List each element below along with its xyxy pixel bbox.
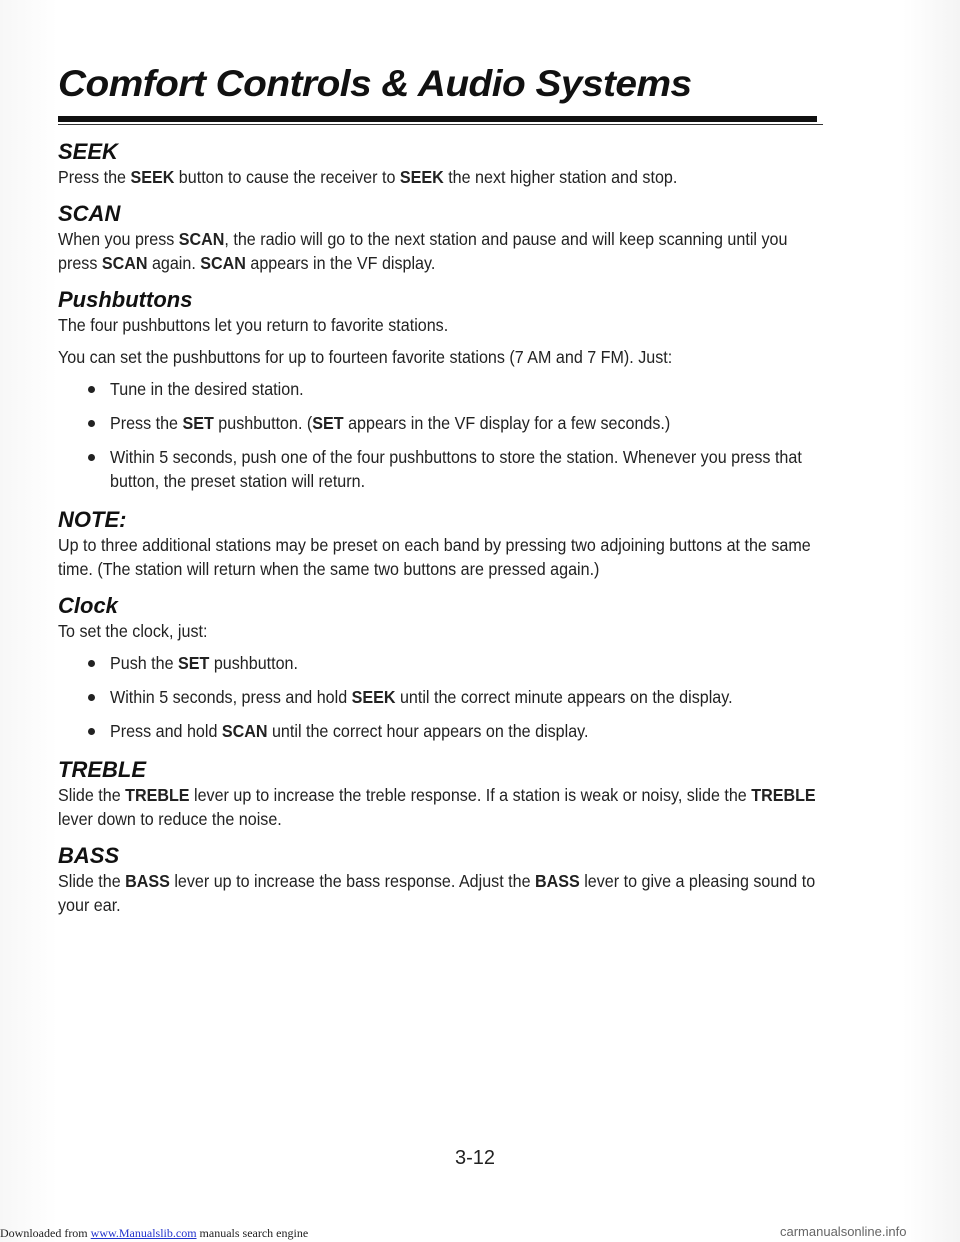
title-rule [58, 116, 817, 122]
note-paragraph: Up to three additional stations may be preset on each band by pressing two adjoining buttons at the same time. (The station will return when the same two buttons are pressed again.) [58, 535, 811, 579]
section-heading-clock: Clock [58, 593, 118, 618]
list-item: Within 5 seconds, press and hold SEEK until the correct minute appears on the display. [88, 685, 828, 709]
section-heading-scan: SCAN [58, 201, 121, 226]
list-item: Push the SET pushbutton. [88, 651, 828, 675]
page-number: 3-12 [455, 1147, 496, 1169]
scan-paragraph: When you press SCAN, the radio will go to the next station and pause and will keep scanning until you press SCAN again. SCAN appears in the VF display. [58, 229, 788, 273]
download-footer: Downloaded from www.Manualslib.com manuals search engine [0, 1226, 309, 1240]
manualslib-link[interactable]: www.Manualslib.com [90, 1226, 197, 1240]
section-heading-bass: BASS [58, 843, 120, 868]
treble-paragraph: Slide the TREBLE lever up to increase the treble response. If a station is weak or noisy, slide the TREBLE lever down to reduce the noise. [58, 785, 816, 829]
pushbuttons-list [58, 377, 828, 493]
list-item: Press and hold SCAN until the correct hour appears on the display. [88, 719, 828, 743]
bass-paragraph: Slide the BASS lever up to increase the bass response. Adjust the BASS lever to give a pleasing sound to your ear. [58, 871, 816, 915]
pushbuttons-paragraph-2: You can set the pushbuttons for up to fourteen favorite stations (7 AM and 7 FM). Just: [58, 347, 673, 367]
clock-list [58, 651, 828, 743]
page-content [58, 62, 828, 917]
bullet-dot-icon [88, 386, 95, 393]
section-heading-pushbuttons: Pushbuttons [58, 287, 193, 312]
section-heading-seek: SEEK [58, 139, 118, 164]
seek-paragraph: Press the SEEK button to cause the receiver to SEEK the next higher station and stop. [58, 167, 678, 187]
bullet-dot-icon [88, 660, 95, 667]
watermark-text: carmanualsonline.info [780, 1224, 907, 1239]
section-heading-note: NOTE: [58, 507, 127, 532]
chapter-title: Comfort Controls & Audio Systems [58, 63, 692, 104]
bullet-dot-icon [88, 694, 95, 701]
section-heading-treble: TREBLE [58, 757, 146, 782]
bullet-dot-icon [88, 728, 95, 735]
bullet-dot-icon [88, 454, 95, 461]
pushbuttons-paragraph-1: The four pushbuttons let you return to favorite stations. [58, 315, 449, 335]
list-item: Tune in the desired station. [88, 377, 828, 401]
clock-paragraph: To set the clock, just: [58, 621, 208, 641]
bullet-dot-icon [88, 420, 95, 427]
list-item: Press the SET pushbutton. (SET appears in the VF display for a few seconds.) [88, 411, 828, 435]
list-item: Within 5 seconds, push one of the four pushbuttons to store the station. Whenever you press that button, the preset station will return. [88, 445, 828, 493]
